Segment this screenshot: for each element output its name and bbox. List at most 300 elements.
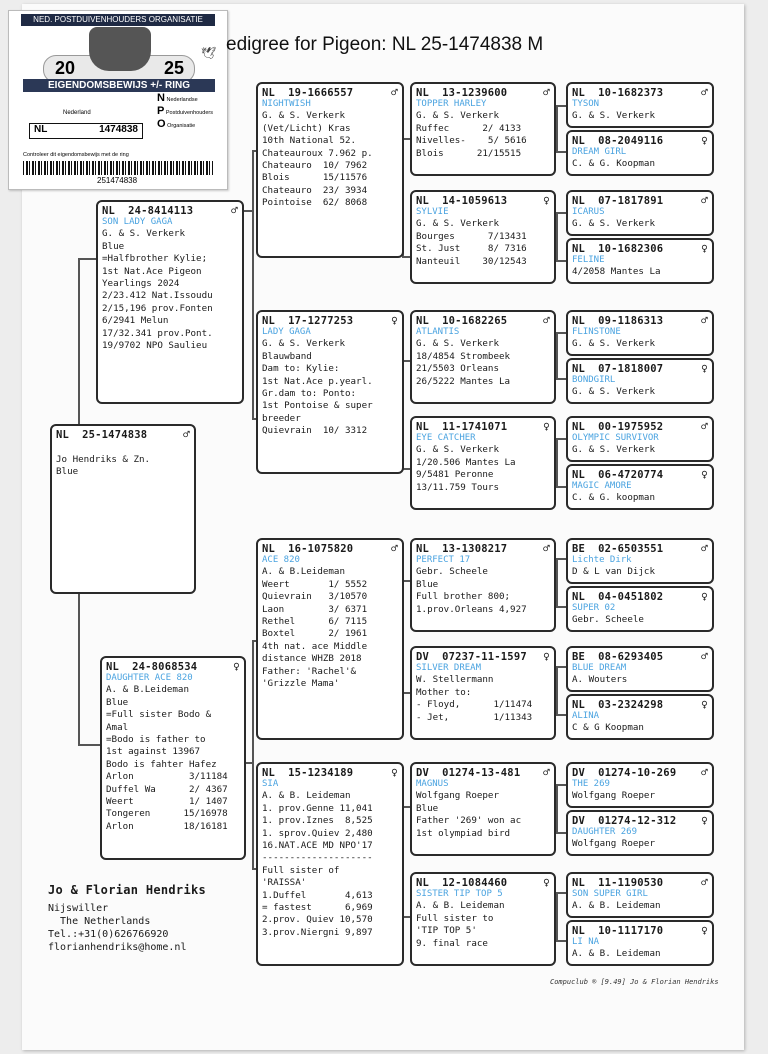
pigeon-info-line: Blue <box>56 466 79 478</box>
pigeon-info-line: 'TIP TOP 5' <box>416 925 477 937</box>
ring-number: NL 15-1234189 <box>262 767 354 779</box>
connector-line <box>556 212 558 262</box>
pigeon-card-gen4-11 <box>566 646 714 692</box>
connector-line <box>556 438 566 440</box>
pigeon-header <box>572 925 708 937</box>
connector-line <box>556 666 566 668</box>
pigeon-info-line: D & L van Dijck <box>572 566 655 578</box>
pigeon-card-sds <box>410 310 556 404</box>
npo-logo: N Nederlandse P Postduivenhouders O Organisatie <box>157 92 213 130</box>
pigeon-header <box>102 205 238 217</box>
pigeon-info-line: 13/11.759 Tours <box>416 481 499 493</box>
pigeon-info-line: 1. prov.Iznes 8,525 <box>262 815 373 827</box>
sex-icon: ♀ <box>233 660 240 673</box>
sex-icon: ♂ <box>391 542 398 555</box>
pigeon-name: ALINA <box>572 711 600 722</box>
pigeon-info-line: Blue <box>102 240 125 252</box>
pigeon-name: PERFECT 17 <box>416 555 471 566</box>
pigeon-info-line: 9/5481 Peronne <box>416 469 494 481</box>
pigeon-name: BLUE DREAM <box>572 663 627 674</box>
pigeon-name: OLYMPIC SURVIVOR <box>572 433 659 444</box>
ring-number: DV 01274-12-312 <box>572 815 677 827</box>
pigeon-name: NIGHTWISH <box>262 99 311 110</box>
pigeon-info-line: 1/20.506 Mantes La <box>416 456 516 468</box>
pigeon-info-line: 3.prov.Niergni 9,897 <box>262 926 373 938</box>
ring-number: DV 01274-13-481 <box>416 767 521 779</box>
sex-icon: ♀ <box>543 650 550 663</box>
pigeon-info-line: 16.NAT.ACE MD NPO'17 <box>262 840 373 852</box>
pigeon-info-line: distance WHZB 2018 <box>262 653 362 665</box>
logo-word-1: Nederlandse <box>166 97 198 103</box>
pigeon-header <box>416 543 550 555</box>
pigeon-card-ddd <box>410 872 556 966</box>
pigeon-card-sire <box>96 200 244 404</box>
connector-line <box>556 212 566 214</box>
ring-number: NL 11-1190530 <box>572 877 664 889</box>
pigeon-info-line: Blue <box>106 696 129 708</box>
pigeon-info-line: 2/23.412 Nat.Issoudu <box>102 290 213 302</box>
pigeon-info-line: G. & S. Verkerk <box>416 218 499 230</box>
connector-line <box>556 332 566 334</box>
pigeon-card-dam-dam <box>256 762 404 966</box>
pigeon-header <box>572 469 708 481</box>
organisation-banner: NED. POSTDUIVENHOUDERS ORGANISATIE <box>21 14 215 26</box>
control-text: Controleer dit eigendomsbewijs met de ring <box>23 152 129 158</box>
pigeon-header <box>572 363 708 375</box>
pigeon-card-gen4-10 <box>566 586 714 632</box>
pigeon-info-line: G. & S. Verkerk <box>572 218 655 230</box>
pigeon-info-line: Duffel Wa 2/ 4367 <box>106 783 228 795</box>
pigeon-info-line: 10th National 52. <box>262 135 357 147</box>
pigeon-header <box>572 195 708 207</box>
pigeon-name: THE 269 <box>572 779 610 790</box>
pigeon-info-line: C & G Koopman <box>572 722 644 734</box>
pigeon-info-line: G. & S. Verkerk <box>416 110 499 122</box>
sex-icon: ♀ <box>543 420 550 433</box>
pigeon-name: DAUGHTER ACE 820 <box>106 673 193 684</box>
ring-number: NL 10-1117170 <box>572 925 664 937</box>
sex-icon: ♀ <box>701 362 708 375</box>
sex-icon: ♀ <box>701 468 708 481</box>
pigeon-name: LI NA <box>572 937 600 948</box>
pigeon-info-line: =Bodo is father to <box>106 734 206 746</box>
connector-line <box>556 784 558 834</box>
pigeon-header <box>572 135 708 147</box>
pigeon-info-line: Nivelles- 5/ 5616 <box>416 135 527 147</box>
pigeon-header <box>106 661 240 673</box>
pigeon-info-line: G. & S. Verkerk <box>102 228 185 240</box>
pigeon-info-line: G. & S. Verkerk <box>262 338 345 350</box>
ownership-banner: EIGENDOMSBEWIJS +/- RING <box>23 79 215 92</box>
sex-icon: ♂ <box>391 86 398 99</box>
pigeon-info-line: Blois 15/11576 <box>262 172 368 184</box>
sex-icon: ♀ <box>701 134 708 147</box>
pigeon-info-line: St. Just 8/ 7316 <box>416 243 527 255</box>
ring-country: NL <box>34 124 48 135</box>
pigeon-name: FLINSTONE <box>572 327 621 338</box>
year-right: 25 <box>164 58 185 78</box>
pigeon-card-gen4-16 <box>566 920 714 966</box>
pigeon-header <box>416 315 550 327</box>
logo-word-3: Organisatie <box>167 123 196 129</box>
pigeon-info-line: 9. final race <box>416 937 488 949</box>
pigeon-info-line: C. & G. koopman <box>572 492 655 504</box>
pigeon-info-line: Blue <box>416 578 439 590</box>
sex-icon: ♀ <box>701 590 708 603</box>
sex-icon: ♂ <box>543 86 550 99</box>
connector-line <box>556 892 558 942</box>
pigeon-header <box>572 315 708 327</box>
pigeon-card-sdd <box>410 416 556 510</box>
owner-name: Jo & Florian Hendriks <box>48 883 207 897</box>
pigeon-info-line: Nanteuil 30/12543 <box>416 255 527 267</box>
connector-line <box>556 151 566 153</box>
pigeon-name: Lichte Dirk <box>572 555 632 566</box>
pigeon-header <box>416 195 550 207</box>
pigeon-name: DAUGHTER 269 <box>572 827 638 838</box>
pigeon-card-gen4-12 <box>566 694 714 740</box>
pigeon-name: ACE 820 <box>262 555 300 566</box>
ring-number: NL 11-1741071 <box>416 421 508 433</box>
pigeon-info-line: Wolfgang Roeper <box>572 838 655 850</box>
pigeon-info-line: Yearlings 2024 <box>102 278 180 290</box>
pigeon-header <box>572 815 708 827</box>
pigeon-info-line: Boxtel 2/ 1961 <box>262 628 368 640</box>
ring-number: NL 04-0451802 <box>572 591 664 603</box>
pigeon-info-line: -------------------- <box>262 852 373 864</box>
pigeon-info-line: = fastest 6,969 <box>262 902 373 914</box>
connector-line <box>252 640 254 870</box>
pigeon-info-line: (Vet/Licht) Kras <box>262 122 351 134</box>
pigeon-info-line: 26/5222 Mantes La <box>416 375 511 387</box>
pigeon-card-gen4-7 <box>566 416 714 462</box>
ring-number: NL 10-1682265 <box>416 315 508 327</box>
pigeon-card-gen4-3 <box>566 190 714 236</box>
pigeon-card-dam <box>100 656 246 860</box>
pigeon-info-line: G. & S. Verkerk <box>416 444 499 456</box>
ring-number: NL 13-1308217 <box>416 543 508 555</box>
connector-line <box>556 784 566 786</box>
connector-line <box>556 940 566 942</box>
pigeon-info-line: Bodo is fahter Hafez <box>106 758 217 770</box>
ring-number: NL 24-8414113 <box>102 205 194 217</box>
pigeon-header <box>416 87 550 99</box>
pigeon-name: LADY GAGA <box>262 327 311 338</box>
sex-icon: ♂ <box>701 650 708 663</box>
pigeon-info-line: Gebr. Scheele <box>572 614 644 626</box>
connector-line <box>556 558 566 560</box>
pigeon-card-gen4-5 <box>566 310 714 356</box>
pigeon-info-line: 'Grizzle Mama' <box>262 678 340 690</box>
ring-number: NL 25-1474838 <box>56 429 148 441</box>
pigeon-header <box>416 421 550 433</box>
pigeon-name: SON SUPER GIRL <box>572 889 648 900</box>
pigeon-info-line: G. & S. Verkerk <box>262 110 345 122</box>
pigeon-info-line: Quievrain 3/10570 <box>262 591 368 603</box>
pigeon-card-gen4-14 <box>566 810 714 856</box>
pigeon-info-line: 1.prov.Orleans 4,927 <box>416 603 527 615</box>
sex-icon: ♀ <box>701 698 708 711</box>
pigeon-info-line: A. & B. Leideman <box>572 900 661 912</box>
pigeon-name: TYSON <box>572 99 600 110</box>
ring-number: NL 16-1075820 <box>262 543 354 555</box>
pigeon-header <box>572 877 708 889</box>
sex-icon: ♂ <box>231 204 238 217</box>
ring-number: NL 08-2049116 <box>572 135 664 147</box>
footer-credit: Compuclub ® [9.49] Jo & Florian Hendriks <box>550 978 719 986</box>
sex-icon: ♂ <box>543 314 550 327</box>
pigeon-card-sire-dam <box>256 310 404 474</box>
pigeon-header <box>572 87 708 99</box>
pigeon-info-line: 21/5503 Orleans <box>416 363 499 375</box>
pigeon-info-line: G. & S. Verkerk <box>572 444 655 456</box>
pigeon-info-line: - Jet, 1/11343 <box>416 711 533 723</box>
pigeon-header <box>572 767 708 779</box>
pigeon-info-line: 4/2058 Mantes La <box>572 266 661 278</box>
pigeon-card-sss <box>410 82 556 176</box>
pigeon-card-gen4-13 <box>566 762 714 808</box>
sex-icon: ♀ <box>391 314 398 327</box>
pigeon-card-gen4-1 <box>566 82 714 128</box>
pigeon-info-line: A. & B. Leideman <box>416 900 505 912</box>
pigeon-info-line: Gr.dam to: Ponto: <box>262 388 357 400</box>
sex-icon: ♂ <box>183 428 190 441</box>
pigeon-info-line: Rethel 6/ 7115 <box>262 616 368 628</box>
pigeon-info-line: Bourges 7/13431 <box>416 230 527 242</box>
owner-phone: Tel.:+31(0)626766920 <box>48 929 169 940</box>
connector-line <box>556 378 566 380</box>
pigeon-info-line: Dam to: Kylie: <box>262 363 340 375</box>
pigeon-name: MAGNUS <box>416 779 449 790</box>
pigeon-info-line: 4th nat. ace Middle <box>262 640 368 652</box>
pigeon-info-line: Quievrain 10/ 3312 <box>262 425 368 437</box>
pigeon-card-gen4-2 <box>566 130 714 176</box>
pigeon-name: SYLVIE <box>416 207 449 218</box>
page-title: edigree for Pigeon: NL 25-1474838 M <box>226 34 544 55</box>
pigeon-info-line <box>56 441 190 453</box>
sex-icon: ♀ <box>701 242 708 255</box>
connector-line <box>556 105 566 107</box>
pigeon-info-line: 2/15,196 prov.Fonten <box>102 302 213 314</box>
pigeon-name: TOPPER HARLEY <box>416 99 487 110</box>
pigeon-info-line: Wolfgang Roeper <box>572 790 655 802</box>
pigeon-name: EYE CATCHER <box>416 433 476 444</box>
pigeon-info-line: Arlon 3/11184 <box>106 771 228 783</box>
pigeon-info-line: Ruffec 2/ 4133 <box>416 122 522 134</box>
pigeon-info-line: Full sister of <box>262 864 340 876</box>
pigeon-card-dss <box>410 538 556 632</box>
pigeon-info-line: 19/9702 NPO Saulieu <box>102 340 208 352</box>
ring-number: BE 08-6293405 <box>572 651 664 663</box>
pigeon-name: MAGIC AMORE <box>572 481 632 492</box>
pigeon-header <box>56 429 190 441</box>
ring-number: NL 10-1682373 <box>572 87 664 99</box>
sex-icon: ♀ <box>701 924 708 937</box>
pigeon-header <box>572 543 708 555</box>
pigeon-info-line: 1st Pontoise & super <box>262 400 373 412</box>
country-label: Nederland <box>63 110 91 116</box>
pigeon-info-line: Weert 1/ 1407 <box>106 796 228 808</box>
pigeon-header <box>262 315 398 327</box>
pigeon-info-line: Full sister to <box>416 912 494 924</box>
pigeon-info-line: 1st against 13967 <box>106 746 201 758</box>
sex-icon: ♂ <box>701 194 708 207</box>
sex-icon: ♂ <box>543 542 550 555</box>
pigeon-header <box>572 591 708 603</box>
ring-number: NL 24-8068534 <box>106 661 198 673</box>
pigeon-info-line: Tongeren 15/16978 <box>106 808 228 820</box>
pigeon-name: ICARUS <box>572 207 605 218</box>
pigeon-info-line: Father: 'Rachel'& <box>262 665 357 677</box>
pigeon-info-line: Blue <box>416 802 439 814</box>
pigeon-info-line: Chateauroux 7.962 p. <box>262 147 373 159</box>
sex-icon: ♀ <box>391 766 398 779</box>
pigeon-info-line: 1st olympiad bird <box>416 827 511 839</box>
ring-number: NL 14-1059613 <box>416 195 508 207</box>
pigeon-header <box>572 651 708 663</box>
connector-line <box>556 332 558 380</box>
ring-number: 1474838 <box>99 124 138 135</box>
pigeon-info-line: 'RAISSA' <box>262 877 307 889</box>
connector-line <box>556 105 558 153</box>
pigeon-info-line: C. & G. Koopman <box>572 158 655 170</box>
connector-line <box>556 606 566 608</box>
barcode <box>23 161 213 175</box>
connector-line <box>556 666 558 716</box>
pigeon-info-line: Full brother 800; <box>416 591 511 603</box>
connector-line <box>78 258 98 260</box>
pigeon-info-line: 1st Nat.Ace p.yearl. <box>262 375 373 387</box>
pigeon-header <box>572 699 708 711</box>
pigeon-info-line: Laon 3/ 6371 <box>262 603 368 615</box>
pigeon-info-line: Amal <box>106 721 129 733</box>
connector-line <box>556 260 566 262</box>
connector-line <box>556 438 558 488</box>
pigeon-info-line: - Floyd, 1/11474 <box>416 699 533 711</box>
pigeon-info-line: =Halfbrother Kylie; <box>102 253 208 265</box>
organisation-emblem-icon <box>89 27 151 71</box>
pigeon-info-line: Mother to: <box>416 686 472 698</box>
pigeon-card-subject <box>50 424 196 594</box>
ring-number: BE 02-6503551 <box>572 543 664 555</box>
pigeon-name: SON LADY GAGA <box>102 217 173 228</box>
pigeon-info-line: Blauwband <box>262 350 312 362</box>
sex-icon: ♂ <box>701 876 708 889</box>
pigeon-info-line: Gebr. Scheele <box>416 566 488 578</box>
pigeon-info-line: G. & S. Verkerk <box>572 338 655 350</box>
pigeon-header <box>262 87 398 99</box>
ring-number: NL 19-1666557 <box>262 87 354 99</box>
pigeon-info-line: Pointoise 62/ 8068 <box>262 197 368 209</box>
connector-line <box>556 714 566 716</box>
pigeon-card-gen4-8 <box>566 464 714 510</box>
sex-icon: ♂ <box>701 314 708 327</box>
pigeon-header <box>262 543 398 555</box>
pigeon-info-line: Blois 21/15515 <box>416 147 522 159</box>
pigeon-name: ATLANTIS <box>416 327 460 338</box>
owner-block <box>48 884 206 954</box>
owner-line: Nijswiller <box>48 903 109 914</box>
pigeon-info-line: W. Stellermann <box>416 674 494 686</box>
pigeon-info-line: G. & S. Verkerk <box>572 110 655 122</box>
ring-number: NL 03-2324298 <box>572 699 664 711</box>
connector-line <box>556 558 558 608</box>
pigeon-info-line: Wolfgang Roeper <box>416 790 499 802</box>
pigeon-info-line: Chateauro 10/ 7962 <box>262 160 368 172</box>
ring-number: NL 07-1818007 <box>572 363 664 375</box>
pigeon-info-line: Arlon 18/16181 <box>106 820 228 832</box>
pigeon-card-dds <box>410 762 556 856</box>
pigeon-info-line: Weert 1/ 5552 <box>262 578 368 590</box>
pigeon-card-dam-sire <box>256 538 404 740</box>
pigeon-card-dsd <box>410 646 556 740</box>
connector-line <box>78 594 80 746</box>
sex-icon: ♀ <box>543 876 550 889</box>
year-left: 20 <box>55 58 76 78</box>
pigeon-info-line: A. & B.Leideman <box>106 684 189 696</box>
pigeon-name: BONDGIRL <box>572 375 616 386</box>
pigeon-info-line: 1st Nat.Ace Pigeon <box>102 265 202 277</box>
pigeon-name: FELINE <box>572 255 605 266</box>
connector-line <box>556 832 566 834</box>
ring-number: NL 07-1817891 <box>572 195 664 207</box>
pigeon-card-gen4-9 <box>566 538 714 584</box>
pigeon-name: SILVER DREAM <box>416 663 482 674</box>
pigeon-info-line: Jo Hendriks & Zn. <box>56 453 151 465</box>
ring-number: NL 12-1084460 <box>416 877 508 889</box>
pigeon-info-line: 1.Duffel 4,613 <box>262 889 373 901</box>
pigeon-info-line: G. & S. Verkerk <box>416 338 499 350</box>
barcode-number: 251474838 <box>97 176 138 185</box>
sex-icon: ♂ <box>701 766 708 779</box>
connector-line <box>556 486 566 488</box>
owner-line: The Netherlands <box>48 916 151 927</box>
pigeon-header <box>572 243 708 255</box>
pigeon-info-line: G. & S. Verkerk <box>572 386 655 398</box>
ring-number: NL 06-4720774 <box>572 469 664 481</box>
pigeon-name: SIA <box>262 779 279 790</box>
pigeon-header <box>416 767 550 779</box>
pigeon-card-gen4-6 <box>566 358 714 404</box>
pigeon-info-line: 1. prov.Genne 11,041 <box>262 802 373 814</box>
pigeon-info-line: 18/4854 Strombeek <box>416 350 511 362</box>
sex-icon: ♂ <box>701 86 708 99</box>
pigeon-name: SUPER 02 <box>572 603 616 614</box>
sex-icon: ♂ <box>701 420 708 433</box>
sex-icon: ♀ <box>701 814 708 827</box>
sex-icon: ♀ <box>543 194 550 207</box>
sex-icon: ♂ <box>701 542 708 555</box>
pigeon-info-line: breeder <box>262 412 301 424</box>
pigeon-info-line: A. & B. Leideman <box>262 790 351 802</box>
connector-line <box>556 892 566 894</box>
pigeon-name: DREAM GIRL <box>572 147 627 158</box>
pigeon-info-line: 2.prov. Quiev 10,570 <box>262 914 373 926</box>
pigeon-card-sire-sire <box>256 82 404 258</box>
pigeon-card-gen4-15 <box>566 872 714 918</box>
dove-icon: 🕊 <box>201 46 217 60</box>
pigeon-info-line: A. & B.Leideman <box>262 566 345 578</box>
pigeon-name: SISTER TIP TOP 5 <box>416 889 503 900</box>
pigeon-info-line: 17/32.341 prov.Pont. <box>102 327 213 339</box>
pigeon-info-line: A. Wouters <box>572 674 628 686</box>
pigeon-info-line: =Full sister Bodo & <box>106 709 212 721</box>
ring-number: NL 10-1682306 <box>572 243 664 255</box>
connector-line <box>78 744 102 746</box>
sex-icon: ♂ <box>543 766 550 779</box>
pigeon-info-line: A. & B. Leideman <box>572 948 661 960</box>
ring-number: NL 09-1186313 <box>572 315 664 327</box>
